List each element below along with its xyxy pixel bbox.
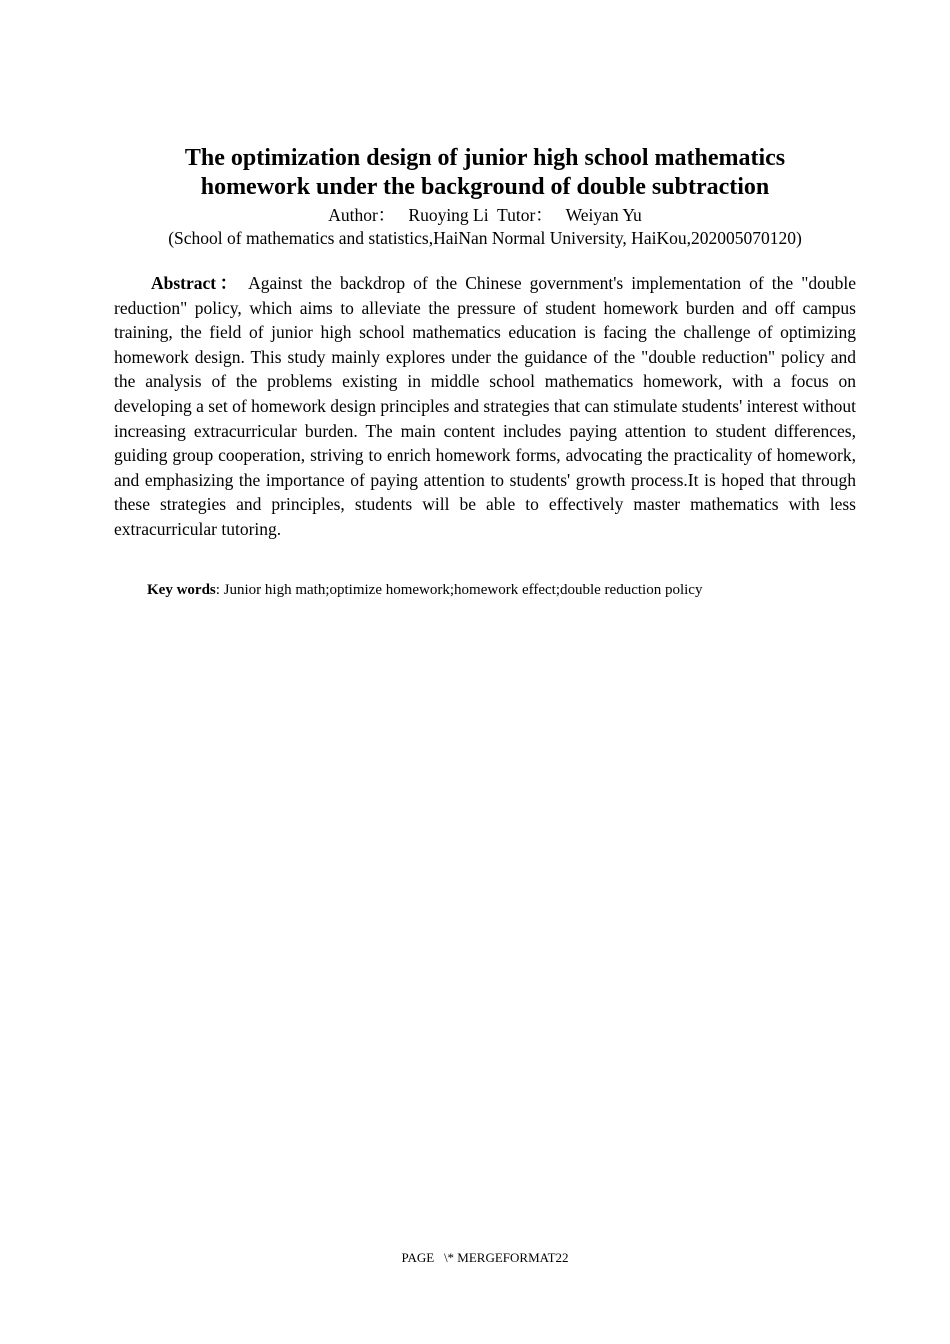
abstract-paragraph: [114, 271, 856, 542]
page-footer: PAGE \* MERGEFORMAT22: [401, 1250, 569, 1265]
tutor-label: Tutor：: [497, 205, 553, 225]
tutor-name: Weiyan Yu: [565, 205, 642, 225]
affiliation: (School of mathematics and statistics,HaiNan Normal University, HaiKou,202005070120): [168, 228, 802, 248]
keywords-line: [147, 580, 867, 600]
abstract-text: Against the backdrop of the Chinese government's implementation of the "double reduction" policy, which aims to alleviate the pressure of student homework burden and off campus training, the field of junior high school mathematics education is facing the challenge of optimizing homework design. This study mainly explores under the guidance of the "double reduction" policy and the analysis of the problems existing in middle school mathematics homework, with a focus on developing a set of homework design principles and strategies that can stimulate students' interest without increasing extracurricular burden. The main content includes paying attention to student differences, guiding group cooperation, striving to enrich homework forms, advocating the practicality of homework, and emphasizing the importance of paying attention to students' growth process.It is hoped that through these strategies and principles, students will be able to effectively master mathematics with less extracurricular tutoring.: [114, 273, 856, 539]
author-label: Author：: [328, 205, 396, 225]
keywords-text: : Junior high math;optimize homework;homework effect;double reduction policy: [215, 582, 703, 598]
paper-title: [114, 144, 856, 202]
abstract-label: Abstract：: [151, 273, 241, 293]
paper-title-line-1: The optimization design of junior high school mathematics: [184, 145, 786, 171]
author-name: Ruoying Li: [408, 205, 489, 225]
author-line: [114, 204, 856, 226]
paper-title-line-2: homework under the background of double subtraction: [200, 174, 770, 200]
keywords-label: Key words: [147, 582, 216, 598]
